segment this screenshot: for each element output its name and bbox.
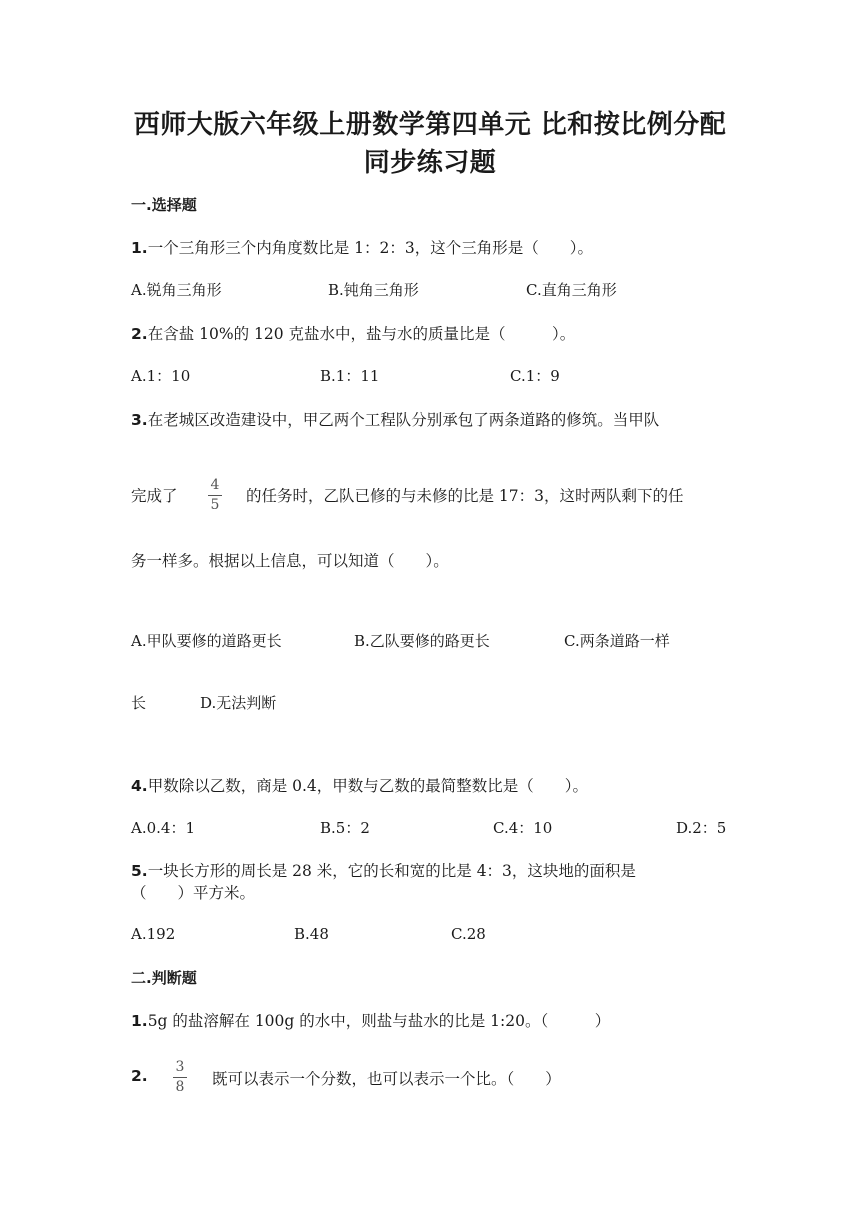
option-c-wrap: 长	[131, 694, 147, 712]
question-5-line2: （ ）平方米。	[131, 884, 256, 902]
question-5	[131, 859, 636, 881]
question-3-line2: 的任务时，乙队已修的与未修的比是 17：3，这时两队剩下的任	[246, 487, 684, 505]
fraction-numerator: 3	[175, 1059, 185, 1075]
fraction-three-eighths	[173, 1060, 187, 1095]
judgment-question-1	[131, 1009, 610, 1031]
question-number: 2.	[131, 325, 148, 343]
option-b: B.1：11	[320, 367, 380, 385]
question-number: 1.	[131, 239, 148, 257]
option-a: A.0.4：1	[131, 819, 195, 837]
option-a: A.甲队要修的道路更长	[131, 632, 282, 650]
option-b: B.乙队要修的路更长	[354, 632, 490, 650]
option-b: B.48	[294, 925, 329, 943]
option-b: B.5：2	[320, 819, 370, 837]
question-number: 2.	[131, 1067, 148, 1085]
question-2	[131, 322, 575, 344]
question-number: 3.	[131, 411, 148, 429]
option-c: C.4：10	[493, 819, 553, 837]
option-a: A.192	[131, 925, 176, 943]
question-text: 5g 的盐溶解在 100g 的水中，则盐与盐水的比是 1:20。（ ）	[147, 1012, 611, 1030]
question-3	[131, 408, 659, 430]
judgment-question-2: 既可以表示一个分数，也可以表示一个比。（ ）	[212, 1070, 561, 1088]
question-text: 在含盐 10%的 120 克盐水中，盐与水的质量比是（ ）。	[147, 325, 576, 343]
option-b: B.钝角三角形	[328, 281, 419, 299]
fraction-bar	[208, 495, 222, 496]
option-c: C.两条道路一样	[564, 632, 670, 650]
question-1	[131, 236, 593, 258]
question-4	[131, 774, 588, 796]
page-title-line2: 同步练习题	[363, 148, 497, 178]
fraction-four-fifths	[208, 478, 222, 513]
question-3-line2-prefix: 完成了	[131, 487, 178, 505]
fraction-bar	[173, 1077, 187, 1078]
fraction-numerator: 4	[210, 477, 220, 493]
option-c: C.1：9	[510, 367, 560, 385]
option-d: D.2：5	[676, 819, 727, 837]
judgment-question-2-number	[131, 1067, 148, 1085]
question-text: 甲数除以乙数，商是 0.4，甲数与乙数的最简整数比是（ ）。	[147, 777, 589, 795]
fraction-denominator: 5	[210, 497, 220, 513]
question-3-line3: 务一样多。根据以上信息，可以知道（ ）。	[131, 552, 449, 570]
option-a: A.1：10	[131, 367, 191, 385]
question-text: 一个三角形三个内角度数比是 1：2：3，这个三角形是（ ）。	[147, 239, 593, 257]
fraction-denominator: 8	[175, 1079, 185, 1095]
section-heading-judgment: 二.判断题	[131, 969, 197, 987]
option-a: A.锐角三角形	[131, 281, 222, 299]
option-d: D.无法判断	[200, 694, 277, 712]
option-c: C.直角三角形	[526, 281, 617, 299]
option-c: C.28	[451, 925, 486, 943]
section-heading-choice: 一.选择题	[131, 196, 197, 214]
question-text: 一块长方形的周长是 28 米，它的长和宽的比是 4：3，这块地的面积是	[147, 862, 636, 880]
question-number: 1.	[131, 1012, 148, 1030]
page-title-line1: 西师大版六年级上册数学第四单元 比和按比例分配	[133, 110, 727, 140]
question-number: 4.	[131, 777, 148, 795]
question-text: 在老城区改造建设中，甲乙两个工程队分别承包了两条道路的修筑。当甲队	[147, 411, 660, 429]
question-number: 5.	[131, 862, 148, 880]
